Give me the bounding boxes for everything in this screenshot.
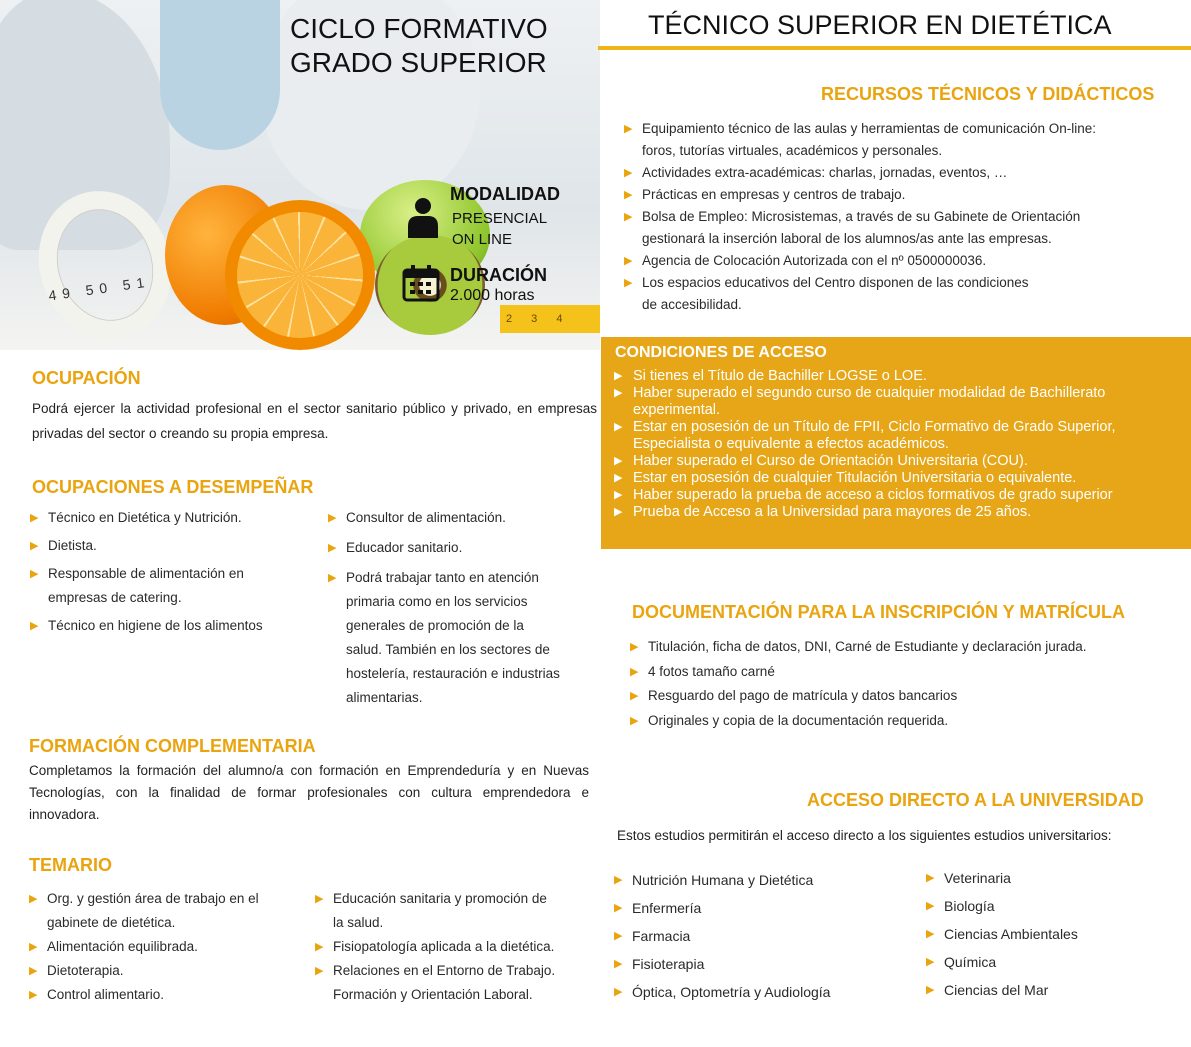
list-item-line: Equipamiento técnico de las aulas y herramientas de comunicación On-line:: [642, 121, 1096, 136]
arrow-bullet-icon: ▶: [328, 572, 337, 584]
list-item: [315, 887, 600, 935]
arrow-bullet-icon: ▶: [29, 965, 38, 977]
list-item-line: Estar en posesión de un Título de FPII, Ciclo Formativo de Grado Superior,: [633, 419, 1116, 435]
arrow-bullet-icon: ▶: [624, 255, 633, 267]
arrow-bullet-icon: ▶: [30, 512, 39, 524]
list-item-line: Actividades extra-académicas: charlas, jornadas, eventos, …: [642, 165, 1008, 180]
arrow-bullet-icon: ▶: [614, 930, 623, 942]
list-item-text: [48, 614, 263, 638]
arrow-bullet-icon: ▶: [630, 641, 639, 653]
list-item: [624, 250, 1184, 272]
list-item: [630, 660, 1180, 685]
list-item-text: [47, 935, 198, 959]
list-item: [630, 684, 1180, 709]
list-item-line: experimental.: [633, 402, 721, 418]
list-item-text: [47, 887, 259, 935]
list-item-line: Haber superado la prueba de acceso a ciclos formativos de grado superior: [633, 487, 1113, 503]
desempenar-col1: [30, 506, 320, 642]
list-item: [926, 948, 1176, 976]
list-item-text: [333, 887, 547, 935]
list-item-line: 4 fotos tamaño carné: [648, 663, 775, 679]
list-item-line: Técnico en Dietética y Nutrición.: [48, 510, 242, 525]
modalidad-label: MODALIDAD: [450, 184, 560, 204]
condiciones-heading: CONDICIONES DE ACCESO: [615, 344, 827, 361]
list-item: [30, 562, 320, 610]
list-item-text: [944, 976, 1048, 1004]
list-item-line: Resguardo del pago de matrícula y datos bancarios: [648, 688, 958, 703]
arrow-bullet-icon: ▶: [624, 189, 633, 201]
list-item-text: [642, 162, 1007, 184]
list-item-line: Técnico en higiene de los alimentos: [48, 618, 263, 633]
list-item-line: Org. y gestión área de trabajo en el: [47, 891, 259, 906]
list-item-text: [944, 948, 996, 976]
list-item: [29, 935, 309, 959]
temario-col2: [315, 887, 600, 1007]
list-item: [614, 922, 914, 950]
list-item-line: Farmacia: [632, 928, 691, 944]
list-item-line: Agencia de Colocación Autorizada con el nº 0500000036.: [642, 253, 987, 268]
list-item: [328, 506, 598, 530]
list-item-text: [633, 470, 1076, 487]
list-item-text: [642, 250, 986, 272]
arrow-bullet-icon: ▶: [29, 989, 38, 1001]
list-item-line: empresas de catering.: [48, 590, 182, 605]
list-item-line: Veterinaria: [944, 870, 1011, 886]
list-item: [630, 635, 1180, 660]
list-item-text: [632, 922, 690, 950]
hero-title-line2: GRADO SUPERIOR: [290, 47, 547, 78]
list-item-line: hostelería, restauración e industrias: [346, 666, 560, 681]
list-item-text: [633, 385, 1105, 419]
list-item-text: [632, 978, 830, 1006]
list-item: [30, 614, 320, 638]
list-item: [30, 506, 320, 530]
arrow-bullet-icon: ▶: [614, 958, 623, 970]
list-item-text: [633, 368, 927, 385]
temario-heading: TEMARIO: [29, 855, 112, 875]
arrow-bullet-icon: ▶: [315, 893, 324, 905]
orange-half: [225, 200, 375, 350]
list-item-line: Educación sanitaria y promoción de: [333, 891, 547, 906]
arrow-bullet-icon: ▶: [328, 542, 337, 554]
list-item: [315, 935, 600, 959]
list-item: [614, 950, 914, 978]
list-item-text: [642, 184, 905, 206]
list-item-line: Enfermería: [632, 900, 702, 916]
list-item: [630, 709, 1180, 734]
list-item: [614, 419, 1188, 453]
ocupacion-heading: OCUPACIÓN: [32, 368, 141, 388]
list-item: [614, 487, 1188, 504]
arrow-bullet-icon: ▶: [614, 455, 623, 467]
list-item-line: Haber superado el segundo curso de cualquier modalidad de Bachillerato: [633, 385, 1106, 401]
list-item-text: [633, 453, 1028, 470]
list-item: [624, 162, 1184, 184]
list-item-line: Educador sanitario.: [346, 540, 463, 555]
ocupacion-text: Podrá ejercer la actividad profesional en el sector sanitario público y privado, en empresas privadas del sector o creando su propia empresa.: [32, 401, 597, 441]
arrow-bullet-icon: ▶: [328, 512, 337, 524]
arrow-bullet-icon: ▶: [614, 986, 623, 998]
arrow-bullet-icon: ▶: [624, 211, 633, 223]
list-item-line: Relaciones en el Entorno de Trabajo.: [333, 963, 556, 978]
list-item-text: [48, 506, 242, 530]
arrow-bullet-icon: ▶: [926, 984, 935, 996]
list-item-line: Óptica, Optometría y Audiología: [632, 984, 831, 1000]
desempenar-heading: OCUPACIONES A DESEMPEÑAR: [32, 477, 314, 497]
list-item: [926, 976, 1176, 1004]
tape-numbers: 49 50 51: [47, 273, 152, 304]
arrow-bullet-icon: ▶: [926, 900, 935, 912]
list-item-line: Estar en posesión de cualquier Titulación Universitaria o equivalente.: [633, 470, 1077, 486]
universidad-intro: Estos estudios permitirán el acceso directo a los siguientes estudios universitarios:: [617, 828, 1112, 843]
arrow-bullet-icon: ▶: [624, 277, 633, 289]
hero-title-line1: CICLO FORMATIVO: [290, 13, 548, 44]
list-item-text: [633, 504, 1031, 521]
list-item: [614, 866, 914, 894]
list-item: [624, 272, 1184, 316]
list-item-line: Nutrición Humana y Dietética: [632, 872, 814, 888]
list-item-line: Fisioterapia: [632, 956, 705, 972]
recursos-list: [624, 118, 1184, 316]
formacion-text: Completamos la formación del alumno/a con formación en Emprendeduría y en Nuevas Tecnologías, con la finalidad de formar profesionales con cultura emprendedora e innovadora.: [29, 763, 589, 822]
list-item-line: Prácticas en empresas y centros de trabajo.: [642, 187, 906, 202]
list-item-line: Bolsa de Empleo: Microsistemas, a través de su Gabinete de Orientación: [642, 209, 1081, 224]
list-item-line: Podrá trabajar tanto en atención: [346, 570, 539, 585]
universidad-col1: [614, 866, 914, 1006]
list-item-line: Responsable de alimentación en: [48, 566, 244, 581]
list-item-text: [333, 959, 555, 1007]
list-item-line: Formación y Orientación Laboral.: [333, 987, 533, 1002]
arrow-bullet-icon: ▶: [315, 965, 324, 977]
documentacion-heading: DOCUMENTACIÓN PARA LA INSCRIPCIÓN Y MATRÍCULA: [632, 602, 1125, 622]
arrow-bullet-icon: ▶: [614, 506, 623, 518]
list-item-text: [632, 866, 813, 894]
list-item: [614, 368, 1188, 385]
shirt-shape: [160, 0, 280, 150]
list-item-text: [648, 635, 1087, 660]
arrow-bullet-icon: ▶: [30, 568, 39, 580]
list-item: [624, 206, 1184, 250]
arrow-bullet-icon: ▶: [29, 941, 38, 953]
list-item-line: Originales y copia de la documentación requerida.: [648, 712, 949, 728]
list-item-line: Los espacios educativos del Centro disponen de las condiciones: [642, 275, 1029, 290]
list-item-line: Dietoterapia.: [47, 963, 124, 978]
list-item: [29, 959, 309, 983]
list-item-line: primaria como en los servicios: [346, 594, 528, 609]
list-item-line: Control alimentario.: [47, 987, 165, 1002]
list-item-text: [944, 864, 1011, 892]
list-item-line: la salud.: [333, 915, 384, 930]
arrow-bullet-icon: ▶: [926, 956, 935, 968]
arrow-bullet-icon: ▶: [630, 690, 639, 702]
arrow-bullet-icon: ▶: [614, 387, 623, 399]
list-item-text: [47, 983, 164, 1007]
list-item-line: Alimentación equilibrada.: [47, 939, 198, 954]
hero-image: [0, 0, 600, 350]
arrow-bullet-icon: ▶: [630, 714, 639, 727]
list-item: [29, 887, 309, 935]
arrow-bullet-icon: ▶: [614, 370, 623, 382]
modalidad-value: ON LINE: [452, 231, 513, 248]
measuring-ruler: 2 3 4: [500, 305, 600, 333]
list-item-text: [333, 935, 554, 959]
list-item-text: [632, 894, 701, 922]
list-item-text: [648, 684, 957, 709]
list-item-line: Dietista.: [48, 538, 97, 553]
list-item: [614, 504, 1188, 521]
list-item-line: de accesibilidad.: [642, 297, 742, 312]
list-item-text: [346, 536, 462, 560]
list-item: [30, 534, 320, 558]
arrow-bullet-icon: ▶: [30, 540, 39, 552]
list-item-line: gestionará la inserción laboral de los alumnos/as ante las empresas.: [642, 231, 1052, 246]
list-item: [315, 959, 600, 1007]
arrow-bullet-icon: ▶: [630, 665, 639, 678]
documentacion-list: [630, 635, 1180, 733]
list-item-text: [642, 272, 1029, 316]
list-item: [624, 118, 1184, 162]
list-item-text: [633, 419, 1116, 453]
list-item-text: [48, 534, 97, 558]
arrow-bullet-icon: ▶: [614, 902, 623, 914]
list-item: [926, 864, 1176, 892]
list-item-text: [944, 920, 1078, 948]
list-item: [29, 983, 309, 1007]
arrow-bullet-icon: ▶: [30, 620, 39, 632]
modalidad-value: PRESENCIAL: [452, 210, 548, 227]
recursos-heading: RECURSOS TÉCNICOS Y DIDÁCTICOS: [821, 84, 1155, 104]
title-underline: [598, 46, 1191, 50]
formacion-heading: FORMACIÓN COMPLEMENTARIA: [29, 736, 316, 756]
list-item-line: gabinete de dietética.: [47, 915, 176, 930]
list-item: [614, 978, 914, 1006]
arrow-bullet-icon: ▶: [926, 872, 935, 884]
arrow-bullet-icon: ▶: [614, 874, 623, 886]
duracion-label: DURACIÓN: [450, 265, 547, 285]
main-title: TÉCNICO SUPERIOR EN DIETÉTICA: [648, 10, 1112, 40]
list-item: [624, 184, 1184, 206]
list-item-text: [648, 709, 948, 734]
modalidad-values: [452, 208, 547, 250]
desempenar-col2: [328, 506, 598, 716]
arrow-bullet-icon: ▶: [614, 421, 623, 433]
list-item-text: [48, 562, 244, 610]
list-item: [926, 892, 1176, 920]
list-item-line: Ciencias del Mar: [944, 982, 1049, 998]
list-item-line: Haber superado el Curso de Orientación Universitaria (COU).: [633, 453, 1028, 469]
list-item-line: Especialista o equivalente a efectos académicos.: [633, 436, 949, 452]
list-item-line: Química: [944, 954, 997, 970]
universidad-heading: ACCESO DIRECTO A LA UNIVERSIDAD: [807, 790, 1144, 810]
arrow-bullet-icon: ▶: [614, 489, 623, 501]
list-item: [614, 470, 1188, 487]
arrow-bullet-icon: ▶: [926, 928, 935, 940]
condiciones-list: [614, 368, 1188, 521]
list-item-text: [633, 487, 1113, 504]
list-item-line: Prueba de Acceso a la Universidad para mayores de 25 años.: [633, 504, 1032, 520]
duracion-value: 2.000 horas: [450, 287, 535, 304]
arrow-bullet-icon: ▶: [624, 167, 633, 179]
list-item-line: salud. También en los sectores de: [346, 642, 550, 657]
list-item-text: [944, 892, 995, 920]
list-item-text: [47, 959, 124, 983]
hero-title: [290, 12, 590, 80]
list-item-text: [648, 660, 775, 685]
calendar-icon: [402, 264, 440, 302]
list-item-line: Fisiopatología aplicada a la dietética.: [333, 939, 555, 954]
arrow-bullet-icon: ▶: [315, 941, 324, 953]
list-item-text: [642, 118, 1096, 162]
list-item: [614, 453, 1188, 470]
list-item-line: Si tienes el Título de Bachiller LOGSE o LOE.: [633, 368, 927, 384]
list-item-text: [346, 506, 506, 530]
list-item-line: generales de promoción de la: [346, 618, 524, 633]
list-item-line: Biología: [944, 898, 995, 914]
arrow-bullet-icon: ▶: [29, 893, 38, 905]
list-item-text: [632, 950, 704, 978]
universidad-col2: [926, 864, 1176, 1004]
list-item: [328, 566, 598, 710]
list-item-line: alimentarias.: [346, 690, 423, 705]
list-item-line: foros, tutorías virtuales, académicos y personales.: [642, 143, 943, 158]
list-item-text: [346, 566, 560, 710]
temario-col1: [29, 887, 309, 1007]
arrow-bullet-icon: ▶: [614, 472, 623, 484]
list-item: [926, 920, 1176, 948]
list-item-text: [642, 206, 1080, 250]
list-item: [614, 894, 914, 922]
arrow-bullet-icon: ▶: [624, 123, 633, 135]
list-item-line: Consultor de alimentación.: [346, 510, 506, 525]
person-icon: [406, 196, 440, 238]
list-item: [328, 536, 598, 560]
list-item-line: Ciencias Ambientales: [944, 926, 1078, 942]
list-item: [614, 385, 1188, 419]
list-item-line: Titulación, ficha de datos, DNI, Carné de Estudiante y declaración jurada.: [648, 639, 1087, 654]
